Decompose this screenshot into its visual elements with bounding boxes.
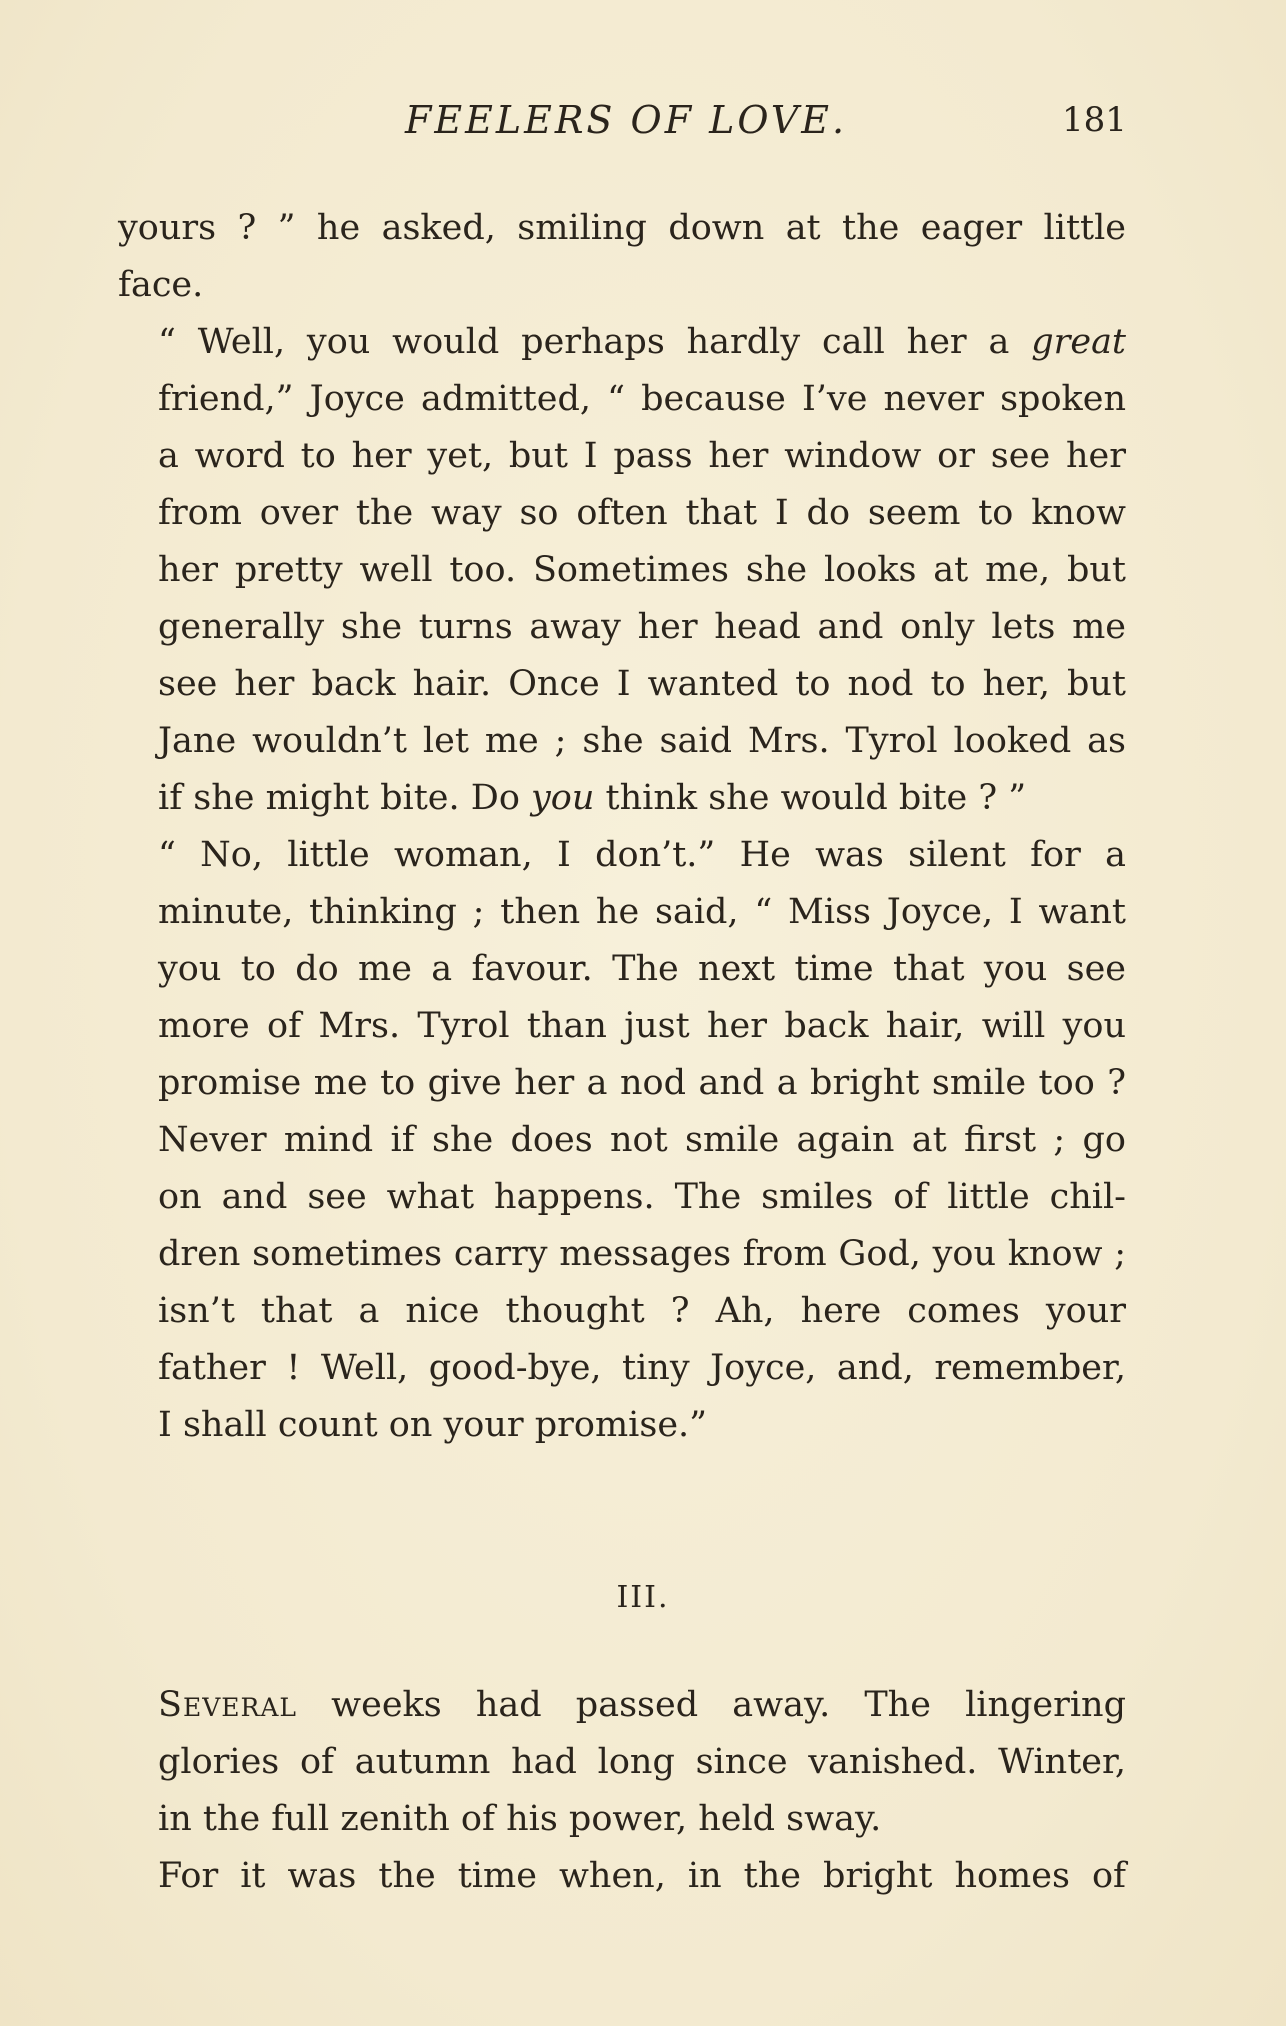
text-line: a word to her yet, but I pass her window or see her — [158, 436, 1126, 476]
paragraph — [118, 827, 1126, 1454]
text-line: minute, thinking ; then he said, “ Miss Joyce, I want — [158, 892, 1126, 932]
text-line: on and see what happens. The smiles of little chil- — [158, 1177, 1126, 1217]
text-line: “ No, little woman, I don’t.” He was silent for a — [158, 835, 1126, 875]
text-line: yours ? ” he asked, smiling down at the eager little — [118, 208, 1126, 248]
italic-emphasis: great — [1031, 322, 1126, 362]
paragraph — [118, 1848, 1126, 1905]
page-number: 181 — [1062, 100, 1127, 140]
text-line-with-emphasis: “ Well, you would perhaps hardly call her a great — [158, 322, 1126, 362]
text-line: more of Mrs. Tyrol than just her back hair, will you — [158, 1006, 1126, 1046]
section-two-text — [118, 1677, 1126, 1905]
text-line-remainder: weeks had passed away. The lingering — [297, 1685, 1126, 1725]
text-line: glories of autumn had long since vanished. Winter, — [158, 1742, 1126, 1782]
small-caps-opening-word: Several — [158, 1685, 298, 1725]
section-heading: III. — [616, 1580, 670, 1615]
text-line: in the full zenith of his power, held sway. — [158, 1799, 882, 1839]
text-line-with-small-caps — [118, 1677, 1126, 1734]
text-line: from over the way so often that I do seem to know — [158, 493, 1126, 533]
paragraph — [118, 200, 1126, 314]
paragraph — [118, 314, 1126, 827]
text-line: isn’t that a nice thought ? Ah, here comes your — [158, 1291, 1126, 1331]
text-line: friend,” Joyce admitted, “ because I’ve never spoken — [158, 379, 1126, 419]
text-line: her pretty well too. Sometimes she looks at me, but — [158, 550, 1126, 590]
section-one-text — [118, 200, 1126, 1454]
text-line: face. — [118, 265, 204, 305]
text-line: Never mind if she does not smile again at first ; go — [158, 1120, 1126, 1160]
text-line: father ! Well, good-bye, tiny Joyce, and, remember, — [158, 1348, 1126, 1388]
text-line: generally she turns away her head and only lets me — [158, 607, 1126, 647]
text-line: Jane wouldn’t let me ; she said Mrs. Tyrol looked as — [158, 721, 1126, 761]
paragraph — [118, 1677, 1126, 1848]
text-line: you to do me a favour. The next time that you see — [158, 949, 1126, 989]
text-line: dren sometimes carry messages from God, you know ; — [158, 1234, 1126, 1274]
text-line: For it was the time when, in the bright homes of — [158, 1856, 1126, 1896]
text-line-with-emphasis: if she might bite. Do you think she would bite ? ” — [158, 778, 1027, 818]
italic-emphasis: you — [531, 778, 595, 818]
running-head — [0, 98, 1286, 148]
text-line: see her back hair. Once I wanted to nod to her, but — [158, 664, 1126, 704]
text-line: promise me to give her a nod and a bright smile too ? — [158, 1063, 1126, 1103]
text-line: I shall count on your promise.” — [158, 1405, 708, 1445]
running-title: FEELERS OF LOVE. — [405, 98, 848, 142]
